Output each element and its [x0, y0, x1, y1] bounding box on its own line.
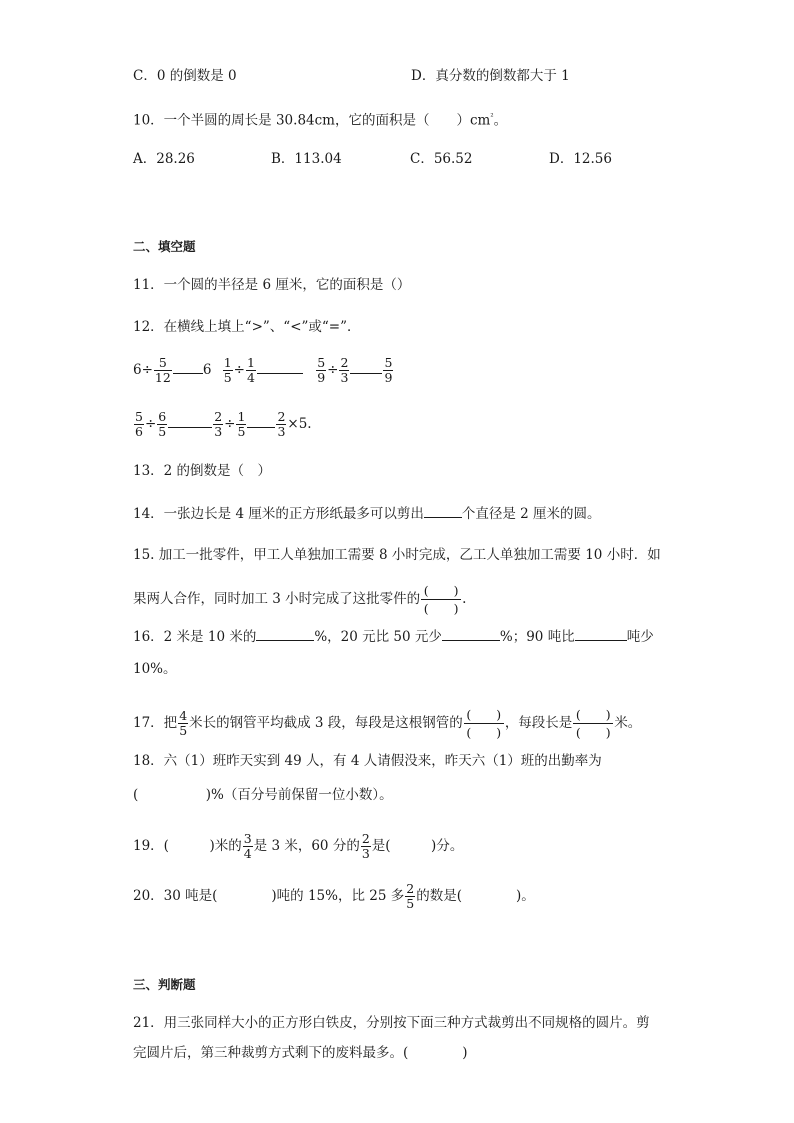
q12-fraction-2-3: $\frac{2}{3}$ [340, 355, 349, 385]
q17-answer-fraction-1[interactable]: $\frac{( )}{( )}$ [464, 706, 504, 741]
q12-fraction-5-6: $\frac{5}{6}$ [135, 409, 143, 439]
q12-divide-sign: ÷ [224, 416, 236, 432]
q10-stem-end: 。 [493, 112, 508, 129]
q17-part-b: 米长的钢管平均截成 3 段，每段是这根钢管的 [189, 715, 463, 731]
q19-part-b: 是 3 米，60 分的 [253, 838, 360, 854]
q10-unit-superscript: ² [490, 112, 494, 121]
q19-part-c: 是( )分。 [371, 838, 464, 854]
q12-times-five: ×5. [287, 416, 312, 432]
q17-part-a: 17．把 [133, 715, 178, 731]
q12-fraction-1-5b: $\frac{1}{5}$ [237, 409, 246, 439]
q11-text: 11．一个圆的半径是 6 厘米，它的面积是（） [133, 277, 411, 293]
q12-blank-2[interactable] [257, 361, 303, 374]
q16-part-d: 吨少 [626, 629, 654, 645]
q16-blank-3[interactable] [575, 628, 627, 641]
q14-blank[interactable] [424, 505, 462, 518]
q20-part-a: 20．30 吨是( )吨的 15%，比 25 多 [133, 888, 405, 904]
q20-part-b: 的数是( )。 [416, 888, 535, 904]
q16-part-c: %；90 吨比 [499, 629, 575, 645]
q12-fraction-6-5: $\frac{6}{5}$ [158, 409, 167, 439]
q17-answer-fraction-2[interactable]: $\frac{( )}{( )}$ [573, 706, 613, 741]
q16-part-b: %，20 元比 50 元少 [314, 629, 442, 645]
q10-option-c[interactable]: C．56.52 [410, 151, 473, 167]
q12-blank-3[interactable] [350, 361, 382, 374]
q15-line2-text: 果两人合作，同时加工 3 小时完成了这批零件的 [133, 591, 421, 607]
q12-expr1-rhs: 6 [202, 362, 212, 378]
q18-line2: ( )%（百分号前保留一位小数）。 [133, 787, 393, 803]
q19-text [133, 832, 463, 861]
q15-line2 [133, 582, 466, 617]
q17-fraction-4-5: $\frac{4}{5}$ [179, 708, 188, 738]
q10-option-a[interactable]: A．28.26 [133, 151, 195, 167]
q9-option-c[interactable]: C．0 的倒数是 0 [133, 68, 237, 84]
q19-fraction-2-3: $\frac{2}{3}$ [361, 831, 370, 861]
section-judgment-title: 三、判断题 [133, 977, 196, 992]
q10-option-b[interactable]: B．113.04 [271, 151, 342, 167]
q18-line1: 18．六（1）班昨天实到 49 人，有 4 人请假没来，昨天六（1）班的出勤率为 [133, 753, 602, 769]
q19-part-a: 19．( )米的 [133, 838, 242, 854]
q15-period: . [462, 591, 467, 607]
q12-row2 [133, 410, 312, 439]
q12-fraction-1-4: $\frac{1}{4}$ [246, 355, 255, 385]
q21-line2: 完圆片后，第三种裁剪方式剩下的废料最多。( ) [133, 1045, 468, 1061]
q14-text-part1: 14．一张边长是 4 厘米的正方形纸最多可以剪出 [133, 506, 424, 522]
q21-line1: 21．用三张同样大小的正方形白铁皮，分别按下面三种方式裁剪出不同规格的圆片。剪 [133, 1015, 650, 1031]
q12-fraction-5-9: $\frac{5}{9}$ [317, 355, 326, 385]
q12-fraction-1-5: $\frac{1}{5}$ [223, 355, 232, 385]
q12-stem: 12．在横线上填上“>”、“<”或“=”． [133, 319, 361, 335]
q17-part-c: ，每段长是 [504, 715, 573, 731]
q16-line1 [133, 628, 654, 646]
q12-fraction-2-3b: $\frac{2}{3}$ [214, 409, 223, 439]
q15-line1: 15. 加工一批零件，甲工人单独加工需要 8 小时完成，乙工人单独加工需要 10 小时．如 [133, 547, 661, 563]
q20-fraction-2-5: $\frac{2}{5}$ [406, 881, 415, 911]
q12-fraction-5-9b: $\frac{5}{9}$ [384, 355, 393, 385]
q10-stem-text: 10．一个半圆的周长是 30.84cm，它的面积是（ ）cm [133, 112, 491, 129]
q12-fraction-5-12: $\frac{5}{12}$ [154, 355, 171, 385]
section-fill-in-title: 二、填空题 [133, 239, 196, 254]
q13-text: 13．2 的倒数是（ ） [133, 463, 272, 479]
q12-fraction-2-3c: $\frac{2}{3}$ [277, 409, 286, 439]
q16-blank-2[interactable] [442, 628, 500, 641]
q9-option-d[interactable]: D．真分数的倒数都大于 1 [411, 68, 570, 84]
q19-fraction-3-4: $\frac{3}{4}$ [243, 831, 252, 861]
q20-text [133, 882, 535, 911]
q12-row1 [133, 356, 394, 385]
q16-part-a: 16．2 米是 10 米的 [133, 629, 257, 645]
q17-text [133, 706, 641, 741]
q12-divide-sign: ÷ [327, 362, 339, 378]
q17-part-d: 米。 [614, 715, 642, 731]
q12-blank-1[interactable] [173, 361, 203, 374]
q16-blank-1[interactable] [256, 628, 314, 641]
q12-divide-sign: ÷ [144, 416, 157, 432]
q12-expr1-prefix: 6÷ [133, 362, 153, 378]
q15-answer-fraction[interactable]: $\frac{( )}{( )}$ [421, 582, 461, 617]
q12-blank-4[interactable] [168, 415, 212, 428]
q12-divide-sign: ÷ [233, 362, 245, 378]
q14-text [133, 505, 601, 523]
q10-stem [133, 108, 507, 130]
q10-option-d[interactable]: D．12.56 [549, 151, 612, 167]
q16-line2: 10%。 [133, 661, 177, 677]
q14-text-part2: 个直径是 2 厘米的圆。 [461, 506, 601, 522]
q12-blank-5[interactable] [247, 415, 275, 428]
